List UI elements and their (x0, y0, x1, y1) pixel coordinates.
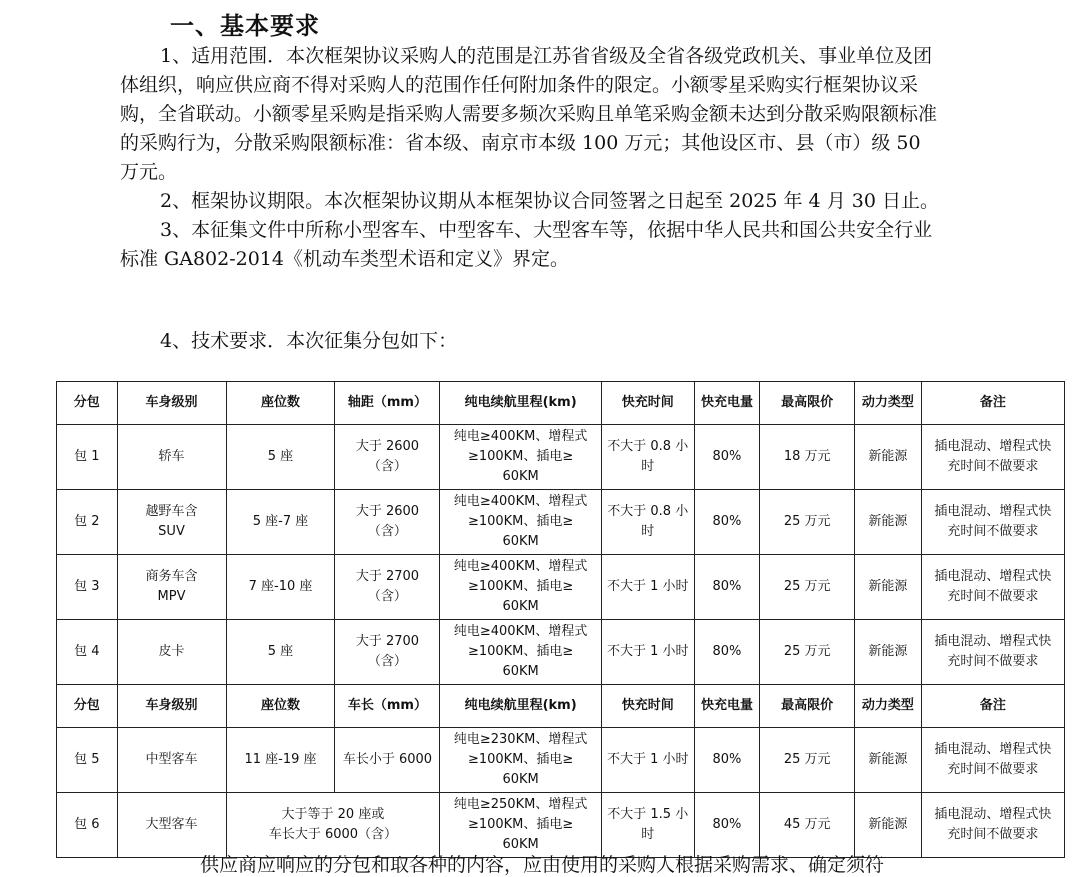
table-cell: 插电混动、增程式快 充时间不做要求 (921, 425, 1064, 490)
header-cell: 纯电续航里程(km) (440, 382, 601, 425)
header-cell: 车长（mm） (335, 685, 440, 728)
table-cell: 包 5 (57, 728, 118, 793)
table-cell: 不大于 1 小时 (601, 728, 694, 793)
table-cell: 新能源 (855, 620, 922, 685)
table-row (57, 425, 1065, 490)
header-cell: 轴距（mm） (335, 382, 440, 425)
table-cell: 80% (694, 728, 760, 793)
table-row (57, 728, 1065, 793)
paragraph-tech-requirements: 4、技术要求．本次征集分包如下： (160, 330, 458, 352)
package-table (56, 381, 1065, 858)
table-cell: 5 座-7 座 (226, 490, 335, 555)
table-cell: 25 万元 (760, 620, 855, 685)
table-cell: 新能源 (855, 425, 922, 490)
header-cell: 纯电续航里程(km) (440, 685, 601, 728)
table-cell: 80% (694, 425, 760, 490)
table-cell: 大于 2700 （含） (335, 620, 440, 685)
table-cell: 大于 2600 （含） (335, 490, 440, 555)
table-cell: 25 万元 (760, 490, 855, 555)
section-heading: 一、基本要求 (170, 12, 320, 40)
table-cell: 不大于 1.5 小 时 (601, 793, 694, 858)
table-header-row (57, 382, 1065, 425)
table-cell: 车长小于 6000 (335, 728, 440, 793)
table-cell: 纯电≥400KM、增程式≥100KM、插电≥ 60KM (440, 490, 601, 555)
table-row (57, 490, 1065, 555)
table-header-row (57, 685, 1065, 728)
table-cell: 大于 2700 （含） (335, 555, 440, 620)
header-cell: 分包 (57, 685, 118, 728)
table-cell: 80% (694, 793, 760, 858)
table-row (57, 620, 1065, 685)
table-cell: 7 座-10 座 (226, 555, 335, 620)
table-cell: 25 万元 (760, 728, 855, 793)
table-cell: 5 座 (226, 620, 335, 685)
cut-off-text-line (0, 854, 1080, 876)
table-cell: 商务车含 MPV (117, 555, 226, 620)
header-cell: 动力类型 (855, 382, 922, 425)
header-cell: 车身级别 (117, 685, 226, 728)
header-cell: 动力类型 (855, 685, 922, 728)
header-cell: 快充电量 (694, 382, 760, 425)
requirements-body (120, 42, 940, 274)
table-cell: 不大于 0.8 小 时 (601, 490, 694, 555)
table-cell: 纯电≥250KM、增程式≥100KM、插电≥ 60KM (440, 793, 601, 858)
header-cell: 快充时间 (601, 382, 694, 425)
table-cell: 纯电≥400KM、增程式≥100KM、插电≥ 60KM (440, 425, 601, 490)
table-cell: 包 4 (57, 620, 118, 685)
header-cell: 最高限价 (760, 382, 855, 425)
table-cell: 包 6 (57, 793, 118, 858)
table-cell: 包 2 (57, 490, 118, 555)
paragraph-vehicle-definition: 3、本征集文件中所称小型客车、中型客车、大型客车等，依据中华人民共和国公共安全行业标准 GA802-2014《机动车类型术语和定义》界定。 (120, 219, 933, 270)
table-cell: 80% (694, 620, 760, 685)
header-cell: 车身级别 (117, 382, 226, 425)
table-cell: 插电混动、增程式快 充时间不做要求 (921, 728, 1064, 793)
table-cell: 新能源 (855, 490, 922, 555)
paragraph-term: 2、框架协议期限。本次框架协议期从本框架协议合同签署之日起至 2025 年 4 月 30 日止。 (160, 190, 939, 212)
table-cell: 纯电≥400KM、增程式≥100KM、插电≥ 60KM (440, 620, 601, 685)
cut-off-text: 供应商应响应的分包和取各种的内容，应由使用的采购人根据采购需求、确定须符 (200, 854, 885, 876)
table-cell: 新能源 (855, 793, 922, 858)
table-cell: 不大于 1 小时 (601, 620, 694, 685)
table-cell: 11 座-19 座 (226, 728, 335, 793)
table-row (57, 793, 1065, 858)
table-cell: 不大于 1 小时 (601, 555, 694, 620)
table-cell: 插电混动、增程式快 充时间不做要求 (921, 555, 1064, 620)
table-cell: 新能源 (855, 555, 922, 620)
header-cell: 快充时间 (601, 685, 694, 728)
table-cell: 中型客车 (117, 728, 226, 793)
table-cell: 插电混动、增程式快 充时间不做要求 (921, 793, 1064, 858)
table-cell: 皮卡 (117, 620, 226, 685)
paragraph-scope: 1、适用范围．本次框架协议采购人的范围是江苏省省级及全省各级党政机关、事业单位及团体组织，响应供应商不得对采购人的范围作任何附加条件的限定。小额零星采购实行框架协议采购，全省联动。小额零星采购是指采购人需要多频次采购且单笔采购金额未达到分散采购限额标准的采购行为，分散采购限额标准：省本级、南京市本级 100 万元；其他设区市、县（市）级 50 万元。 (120, 45, 938, 183)
header-cell: 备注 (921, 685, 1064, 728)
table-cell: 不大于 0.8 小 时 (601, 425, 694, 490)
table-cell: 轿车 (117, 425, 226, 490)
header-cell: 座位数 (226, 382, 335, 425)
header-cell: 最高限价 (760, 685, 855, 728)
table-cell: 包 1 (57, 425, 118, 490)
table-cell: 插电混动、增程式快 充时间不做要求 (921, 620, 1064, 685)
table-cell: 纯电≥400KM、增程式≥100KM、插电≥ 60KM (440, 555, 601, 620)
table-cell: 18 万元 (760, 425, 855, 490)
table-cell: 新能源 (855, 728, 922, 793)
header-cell: 分包 (57, 382, 118, 425)
table-cell: 大型客车 (117, 793, 226, 858)
table-cell-merged: 大于等于 20 座或 车长大于 6000（含） (226, 793, 440, 858)
table-cell: 5 座 (226, 425, 335, 490)
header-cell: 备注 (921, 382, 1064, 425)
header-cell: 座位数 (226, 685, 335, 728)
table-cell: 插电混动、增程式快 充时间不做要求 (921, 490, 1064, 555)
table-cell: 80% (694, 490, 760, 555)
table-row (57, 555, 1065, 620)
table-cell: 25 万元 (760, 555, 855, 620)
table-cell: 包 3 (57, 555, 118, 620)
table-cell: 越野车含 SUV (117, 490, 226, 555)
table-cell: 45 万元 (760, 793, 855, 858)
header-cell: 快充电量 (694, 685, 760, 728)
table-cell: 纯电≥230KM、增程式≥100KM、插电≥ 60KM (440, 728, 601, 793)
table-cell: 大于 2600 （含） (335, 425, 440, 490)
table-cell: 80% (694, 555, 760, 620)
